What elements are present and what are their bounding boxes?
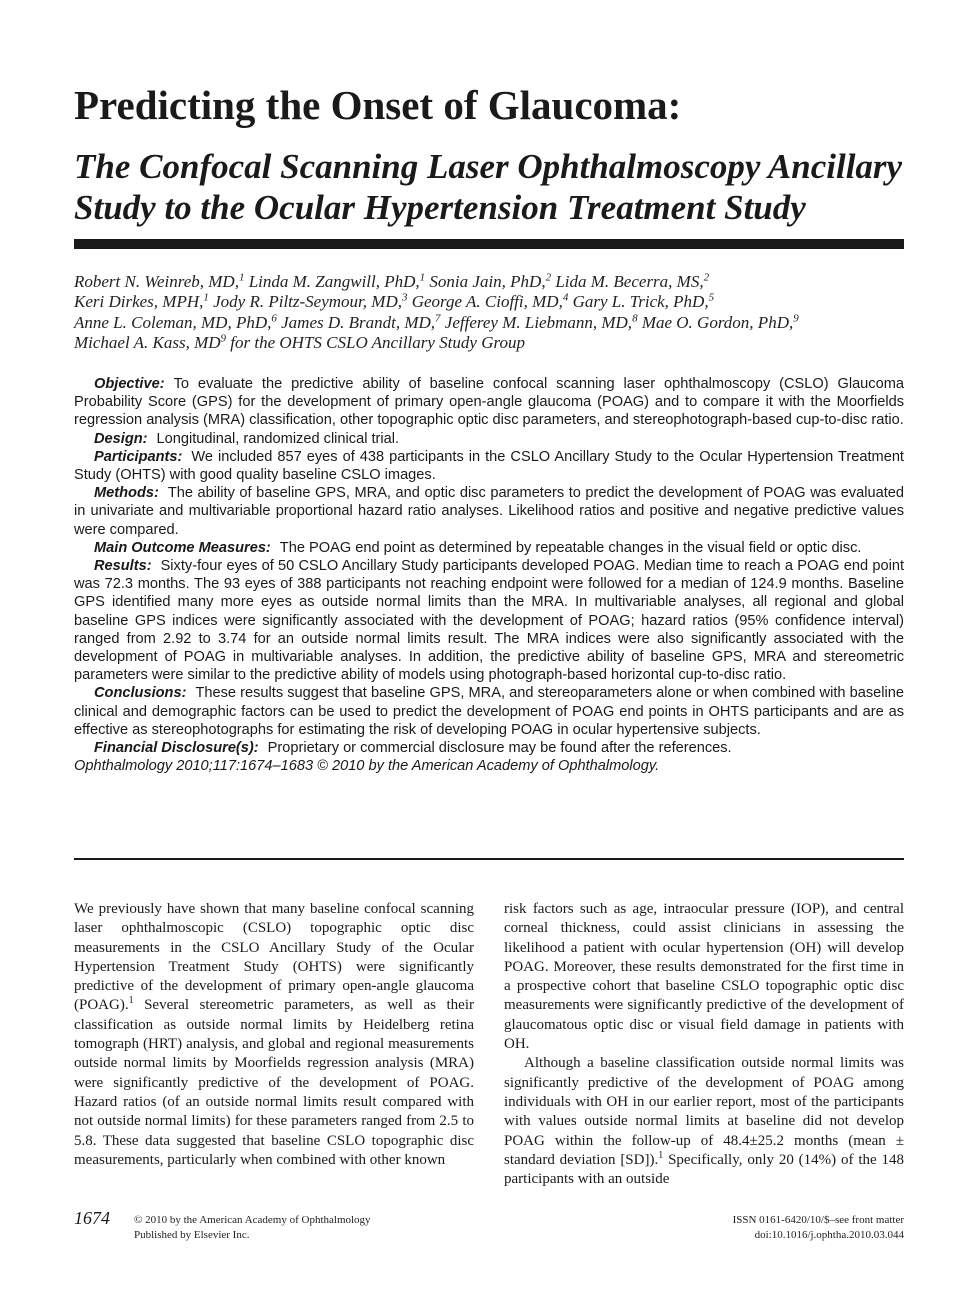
affiliation-marker: 2 bbox=[703, 271, 710, 284]
section-label: Methods: bbox=[94, 485, 159, 502]
doi-text: doi:10.1016/j.ophtha.2010.03.044 bbox=[754, 1229, 904, 1241]
author-name: Robert N. Weinreb, MD, bbox=[74, 272, 239, 291]
affiliation-marker: 1 bbox=[203, 291, 209, 304]
section-text: Longitudinal, randomized clinical trial. bbox=[156, 430, 400, 447]
publisher-text: Published by Elsevier Inc. bbox=[134, 1229, 250, 1241]
section-text: The POAG end point as determined by repeatable changes in the visual field or optic disc. bbox=[279, 539, 862, 556]
section-label: Financial Disclosure(s): bbox=[94, 740, 259, 757]
article-title: Predicting the Onset of Glaucoma: bbox=[74, 82, 682, 128]
author-name: Jody R. Piltz-Seymour, MD, bbox=[213, 292, 402, 312]
affiliation-marker: 5 bbox=[708, 291, 715, 304]
affiliation-marker: 1 bbox=[419, 271, 426, 284]
body-text: We previously have shown that many baseline confocal scanning laser ophthalmoscopic (CSLO) topographic optic disc measurements in the CSLO Ancillary Study of the Ocular Hypertension Treatment Study (OHTS) were significantly predictive of the development of primary open-angle glaucoma (POAG). bbox=[74, 901, 474, 1014]
section-label: Main Outcome Measures: bbox=[94, 539, 271, 556]
affiliation-marker: 3 bbox=[401, 291, 408, 304]
abstract-objective bbox=[74, 375, 904, 430]
abstract-methods bbox=[74, 484, 904, 539]
author-name: Keri Dirkes, MPH, bbox=[74, 292, 204, 312]
footer-copyright bbox=[134, 1213, 371, 1243]
issn-text: ISSN 0161-6420/10/$–see front matter bbox=[732, 1214, 904, 1226]
author-name: James D. Brandt, MD, bbox=[281, 312, 436, 332]
author-name: Jefferey M. Liebmann, MD, bbox=[444, 312, 633, 332]
abstract-participants bbox=[74, 448, 904, 484]
author-name: George A. Cioffi, MD, bbox=[411, 292, 563, 312]
reference-marker: 1 bbox=[128, 995, 134, 1007]
section-label: Objective: bbox=[94, 376, 165, 392]
author-line bbox=[74, 313, 909, 333]
section-label: Design: bbox=[94, 430, 148, 447]
section-label: Conclusions: bbox=[94, 685, 187, 702]
affiliation-marker: 9 bbox=[220, 332, 227, 345]
abstract-main-outcome bbox=[74, 539, 904, 557]
author-list bbox=[74, 272, 909, 353]
author-name: Gary L. Trick, PhD, bbox=[572, 292, 709, 312]
author-name: Linda M. Zangwill, PhD, bbox=[248, 272, 420, 291]
page-number: 1674 bbox=[74, 1208, 110, 1228]
title-divider bbox=[74, 239, 904, 249]
study-group: for the OHTS CSLO Ancillary Study Group bbox=[230, 332, 525, 352]
section-label: Results: bbox=[94, 558, 152, 575]
body-text: Several stereometric parameters, as well as their classification as outside normal limits by Heidelberg retina tomograph (HRT) analysis, and global and regional measurements outside normal limits by Moorfields regression analysis (MRA) were significantly predictive of the development of POAG. Hazard ratios (of an outside normal limits result compared with not outside normal limits) for these parameters ranged from 2.5 to 5.8. These data suggested that baseline CSLO topographic disc measurements, particularly when combined with other known bbox=[74, 997, 474, 1168]
section-text: Proprietary or commercial disclosure may be found after the references. bbox=[267, 740, 732, 757]
author-line bbox=[74, 272, 909, 292]
abstract-conclusions bbox=[74, 684, 904, 739]
author-name: Michael A. Kass, MD bbox=[74, 332, 221, 352]
section-text: We included 857 eyes of 438 participants in the CSLO Ancillary Study to the Ocular Hypertension Treatment Study (OHTS) with good quality baseline CSLO images. bbox=[74, 448, 904, 484]
body-paragraph bbox=[74, 900, 474, 1170]
affiliation-marker: 4 bbox=[562, 291, 569, 304]
body-column-right bbox=[504, 900, 904, 1189]
abstract-results bbox=[74, 557, 904, 684]
copyright-text: © 2010 by the American Academy of Ophthalmology bbox=[134, 1214, 371, 1226]
abstract-disclosure bbox=[74, 739, 904, 757]
section-text: Sixty-four eyes of 50 CSLO Ancillary Study participants developed POAG. Median time to reach a POAG end point was 72.3 months. The 93 eyes of 388 participants not reaching endpoint were followed for a median of 124.9 months. Baseline GPS identified many more eyes as outside normal limits than the MRA. In multivariable analyses, all regional and global baseline GPS indices were significantly associated with the development of POAG; hazard ratios (95% confidence interval) ranged from 2.92 to 3.74 for an outside normal limits result. The MRA indices were also significantly associated with the development of POAG in multivariable analyses. In addition, the predictive ability of baseline GPS, MRA and stereometric parameters were similar to the predictive ability of models using photograph-based horizontal cup-to-disc ratio. bbox=[74, 558, 904, 684]
reference-marker: 1 bbox=[658, 1149, 664, 1161]
affiliation-marker: 1 bbox=[238, 271, 245, 284]
section-text: To evaluate the predictive ability of baseline confocal scanning laser ophthalmoscopy (CSLO) Glaucoma Probability Score (GPS) for the development of primary open-angle glaucoma (POAG) and to compare it with the Moorfields regression analysis (MRA) classification, other topographic optic disc parameters, and stereophotograph-based cup-to-disc ratio. bbox=[74, 376, 904, 429]
article-subtitle: The Confocal Scanning Laser Ophthalmoscopy Ancillary Study to the Ocular Hypertension Treatment Study bbox=[74, 147, 903, 227]
affiliation-marker: 7 bbox=[435, 311, 441, 324]
affiliation-marker: 9 bbox=[793, 311, 799, 324]
body-text: Specifically, only 20 (14%) of the 148 participants with an outside bbox=[504, 1151, 905, 1188]
author-name: Sonia Jain, PhD, bbox=[429, 272, 546, 291]
body-text: Although a baseline classification outside normal limits was significantly predictive of the development of POAG among individuals with OH in our earlier report, most of the participants with values outside normal limits at baseline did not develop POAG within the follow-up of 48.4±25.2 months (mean ± standard deviation [SD]). bbox=[504, 1055, 904, 1168]
journal-citation: Ophthalmology 2010;117:1674–1683 © 2010 by the American Academy of Ophthalmology. bbox=[74, 758, 660, 775]
abstract bbox=[74, 375, 904, 775]
affiliation-marker: 8 bbox=[632, 311, 638, 324]
body-paragraph bbox=[504, 1054, 904, 1189]
abstract-design bbox=[74, 430, 904, 448]
abstract-divider bbox=[74, 858, 904, 860]
affiliation-marker: 2 bbox=[545, 271, 552, 284]
author-name: Lida M. Becerra, MS, bbox=[555, 272, 704, 291]
section-text: The ability of baseline GPS, MRA, and optic disc parameters to predict the development of POAG was evaluated in univariate and multivariable proportional hazard ratio analyses. Likelihood ratios and positive and negative predictive values were compared. bbox=[74, 485, 904, 538]
section-label: Participants: bbox=[94, 448, 183, 465]
author-line bbox=[74, 292, 909, 312]
author-name: Anne L. Coleman, MD, PhD, bbox=[74, 312, 272, 332]
body-paragraph: risk factors such as age, intraocular pressure (IOP), and central corneal thickness, could assist clinicians in assessing the likelihood a patient with ocular hypertension (OH) will develop POAG. Moreover, these results demonstrated for the first time in a prospective cohort that baseline CSLO topographic optic disc measurements were significantly predictive of the development of glaucomatous optic disc or visual field damage in patients with OH. bbox=[504, 901, 904, 1053]
affiliation-marker: 6 bbox=[271, 311, 277, 324]
body-column-left bbox=[74, 900, 474, 1170]
footer-identifiers bbox=[733, 1213, 904, 1243]
author-name: Mae O. Gordon, PhD, bbox=[641, 312, 794, 332]
section-text: These results suggest that baseline GPS, MRA, and stereoparameters alone or when combined with baseline clinical and demographic factors can be used to predict the development of POAG end points in OHTS participants and are as effective as stereophotographs for estimating the risk of developing POAG in ocular hypertensive subjects. bbox=[74, 685, 904, 738]
author-line bbox=[74, 333, 909, 353]
